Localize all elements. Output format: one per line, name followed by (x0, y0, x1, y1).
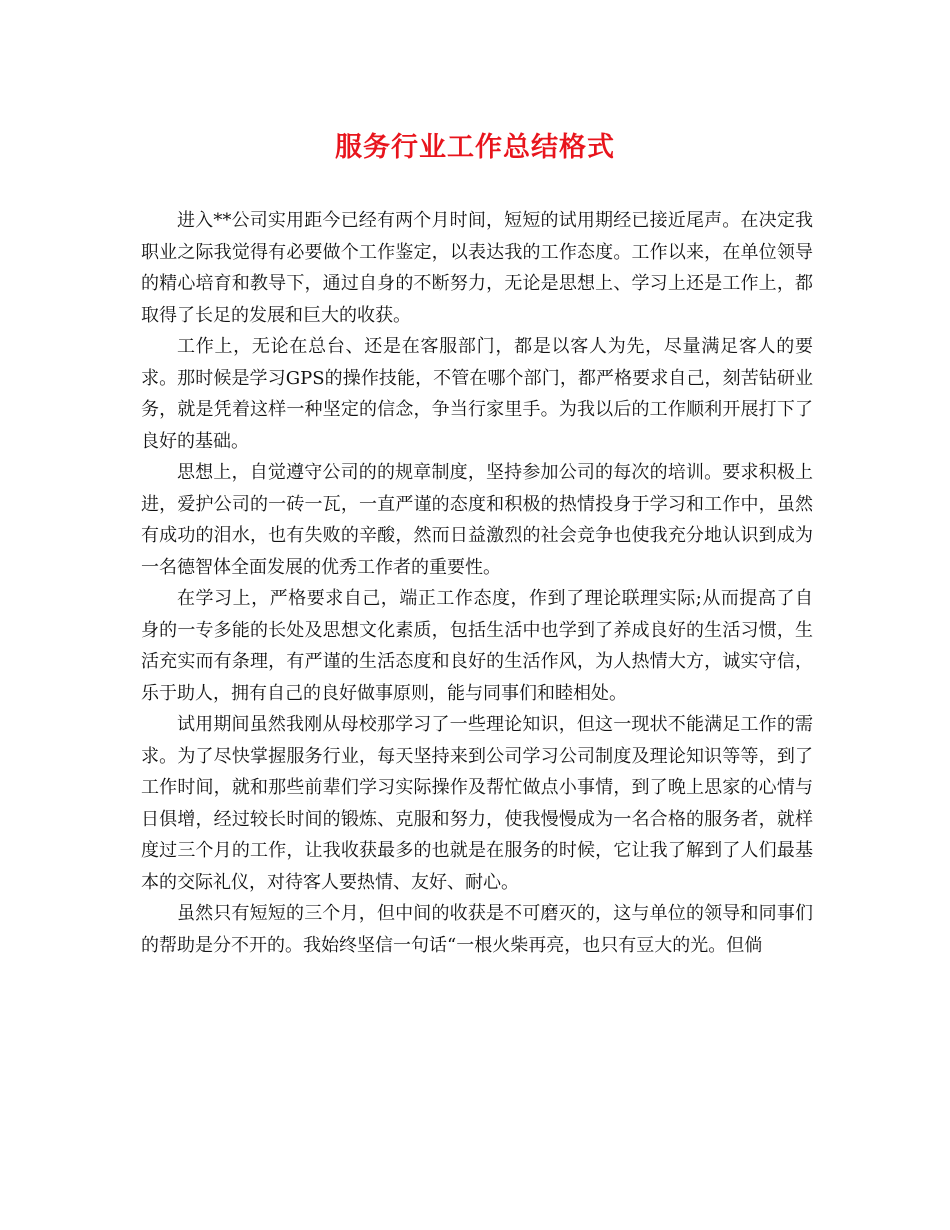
document-title: 服务行业工作总结格式 (335, 132, 615, 163)
paragraph-6: 虽然只有短短的三个月，但中间的收获是不可磨灭的，这与单位的领导和同事们的帮助是分不开的。我始终坚信一句话“一根火柴再亮，也只有豆大的光。但倘 (141, 903, 813, 956)
paragraph-4: 在学习上，严格要求自己，端正工作态度，作到了理论联理实际;从而提高了自身的一专多能的长处及思想文化素质，包括生活中也学到了养成良好的生活习惯，生活充实而有条理，有严谨的生活态度和良好的生活作风，为人热情大方，诚实守信，乐于助人，拥有自己的良好做事原则，能与同事们和睦相处。 (141, 588, 813, 704)
paragraph-1: 进入**公司实用距今已经有两个月时间，短短的试用期经已接近尾声。在决定我职业之际我觉得有必要做个工作鉴定，以表达我的工作态度。工作以来，在单位领导的精心培育和教导下，通过自身的不断努力，无论是思想上、学习上还是工作上，都取得了长足的发展和巨大的收获。 (141, 210, 813, 326)
document-body (141, 205, 813, 961)
paragraph-5: 试用期间虽然我刚从母校那学习了一些理论知识，但这一现状不能满足工作的需求。为了尽快掌握服务行业，每天坚持来到公司学习公司制度及理论知识等等，到了工作时间，就和那些前辈们学习实际操作及帮忙做点小事情，到了晚上思家的心情与日俱增，经过较长时间的锻炼、克服和努力，使我慢慢成为一名合格的服务者，就样度过三个月的工作，让我收获最多的也就是在服务的时候，它让我了解到了人们最基本的交际礼仪，对待客人要热情、友好、耐心。 (141, 714, 813, 893)
paragraph-2: 工作上，无论在总台、还是在客服部门，都是以客人为先，尽量满足客人的要求。那时候是学习GPS的操作技能，不管在哪个部门，都严格要求自己，刻苦钻研业务，就是凭着这样一种坚定的信念，争当行家里手。为我以后的工作顺利开展打下了良好的基础。 (141, 336, 813, 452)
paragraph-3: 思想上，自觉遵守公司的的规章制度，坚持参加公司的每次的培训。要求积极上进，爱护公司的一砖一瓦，一直严谨的态度和积极的热情投身于学习和工作中，虽然有成功的泪水，也有失败的辛酸，然而日益激烈的社会竞争也使我充分地认识到成为一名德智体全面发展的优秀工作者的重要性。 (141, 462, 813, 578)
